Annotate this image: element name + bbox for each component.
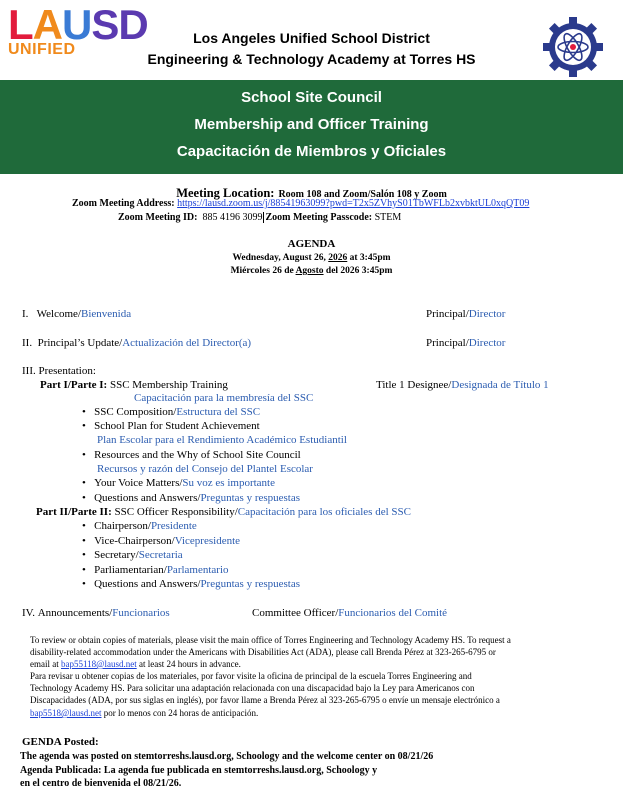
posted-heading: GENDA Posted:: [22, 736, 99, 748]
item-label-en: Announcements/: [37, 607, 113, 619]
engineering-gear-atom-icon: [542, 16, 604, 78]
zoom-id-row: [118, 212, 401, 223]
presenter-en: Committee Officer/: [252, 607, 339, 619]
agenda-date-en-time: at 3:45pm: [347, 253, 391, 263]
part-1-title-en: SSC Membership Training: [107, 379, 228, 391]
agenda-item-4-presenter: [252, 607, 447, 619]
item-label-en: Welcome/: [36, 308, 81, 320]
district-name: Los Angeles Unified School District: [193, 30, 430, 46]
zoom-address-row: [72, 198, 529, 209]
notice-es-line-1: Para revisar u obtener copias de los materiales, por favor visite la oficina de principal de la escuela Torres Engineering and: [30, 671, 472, 681]
list-item: • School Plan for Student Achievement: [82, 420, 260, 432]
list-item-es: Parlamentario: [166, 564, 229, 576]
posted-line-en: The agenda was posted on stemtorreshs.lausd.org, Schoology and the welcome center on 08/21/26: [20, 751, 434, 762]
notice-en-line-2: disability-related accommodation under the Americans with Disabilities Act (ADA), please call Brenda Pérez at 323-265-6795 or: [30, 647, 496, 657]
item-number: I.: [22, 308, 29, 320]
agenda-date-en-year: 2026: [328, 253, 348, 263]
part-2-title-es: Capacitación para los oficiales del SSC: [237, 506, 411, 518]
list-item-es: Estructura del SSC: [176, 406, 261, 418]
posted-line-es-2: en el centro de bienvenida el 08/21/26.: [20, 778, 182, 789]
zoom-passcode-value: STEM: [374, 212, 402, 223]
agenda-item-2-presenter: [426, 337, 505, 349]
list-item-es: Preguntas y respuestas: [200, 492, 301, 504]
part-1-presenter: [376, 379, 549, 391]
title-banner: [0, 80, 623, 174]
presenter-en: Principal/: [426, 337, 469, 349]
item-label-es: Bienvenida: [81, 308, 132, 320]
presenter-en: Principal/: [426, 308, 469, 320]
list-item-en: Questions and Answers/: [94, 492, 201, 504]
school-name: Engineering & Technology Academy at Torres HS: [147, 51, 476, 67]
agenda-item-1-presenter: [426, 308, 505, 320]
notice-en-line-3: [30, 659, 241, 669]
list-item-es: Secretaria: [138, 549, 183, 561]
agenda-title: AGENDA: [287, 238, 336, 250]
list-item-en: Secretary/: [94, 549, 139, 561]
notice-es-line-4: [30, 708, 258, 718]
email-link[interactable]: bap55118@lausd.net: [61, 659, 137, 669]
notice-text: email at: [30, 659, 61, 669]
zoom-passcode-label: Zoom Meeting Passcode:: [265, 212, 373, 223]
notice-text: at least 24 hours in advance.: [136, 659, 241, 669]
list-item: • Resources and the Why of School Site Council: [82, 449, 301, 461]
zoom-id-label: Zoom Meeting ID:: [118, 212, 198, 223]
list-item: • Questions and Answers/Preguntas y respuestas: [82, 578, 301, 590]
meeting-location-label: Meeting Location:: [176, 186, 275, 200]
lausd-logo-sub: UNIFIED: [8, 41, 76, 58]
agenda-date-en: [0, 253, 623, 263]
list-item-es: Preguntas y respuestas: [200, 578, 301, 590]
part-2-heading: [36, 506, 411, 518]
list-item: • Secretary/Secretaria: [82, 549, 183, 561]
agenda-item-1: [22, 308, 131, 320]
item-number: II.: [22, 337, 33, 349]
list-item-es: Su voz es importante: [182, 477, 275, 489]
lausd-logo: LAUSD: [8, 1, 148, 48]
item-label-es: Actualización del Director(a): [122, 337, 252, 349]
agenda-date-en-text: Wednesday, August 26,: [232, 253, 329, 263]
presenter-es: Funcionarios del Comité: [338, 607, 448, 619]
agenda-date-es-text: Miércoles 26 de: [230, 266, 296, 276]
agenda-item-3: III. Presentation:: [22, 365, 96, 377]
list-item-es: Vicepresidente: [174, 535, 241, 547]
list-item: • Parliamentarian/Parlamentario: [82, 564, 229, 576]
list-item-es: Recursos y razón del Consejo del Plantel Escolar: [97, 463, 313, 475]
notice-es-line-2: Technology Academy HS. Para solicitar una adaptación relacionada con una discapacidad bajo la Ley para Americanos con: [30, 683, 475, 693]
banner-subtitle-en: Membership and Officer Training: [194, 116, 429, 133]
agenda-date-es-month: Agosto: [295, 266, 324, 276]
agenda-date-es-time: del 2026 3:45pm: [323, 266, 393, 276]
list-item-es: Plan Escolar para el Rendimiento Académico Estudiantil: [97, 434, 347, 446]
presenter-es: Director: [468, 337, 506, 349]
item-label-es: Funcionarios: [112, 607, 170, 619]
item-number: IV.: [22, 607, 35, 619]
part-1-label: Part I/Parte I:: [40, 379, 108, 391]
part-2-label: Part II/Parte II:: [36, 506, 112, 518]
item-label-en: Principal’s Update/: [37, 337, 123, 349]
notice-text: por lo menos con 24 horas de anticipación.: [101, 708, 259, 718]
email-link[interactable]: bap5518@lausd.net: [30, 708, 102, 718]
list-item: • Your Voice Matters/Su voz es importante: [82, 477, 275, 489]
agenda-item-4: [22, 607, 170, 619]
meeting-location-value: Room 108 and Zoom/Salón 108 y Zoom: [278, 189, 447, 200]
list-item-en: Questions and Answers/: [94, 578, 201, 590]
presenter-en: Title 1 Designee/: [376, 379, 452, 391]
list-item-en: Parliamentarian/: [94, 564, 167, 576]
zoom-address-link[interactable]: https://lausd.zoom.us/j/88541963099?pwd=T2x5ZVhyS01TbWFLb2xvbktUL0xqQT09: [177, 198, 530, 209]
notice-es-line-3: Discapacidades (ADA, por sus siglas en inglés), por favor llame a Brenda Pérez al 323-265-6795 o envíe un mensaje electrónico a: [30, 695, 500, 705]
part-1-heading: [40, 379, 228, 391]
list-item-en: Resources and the Why of School Site Council: [94, 449, 301, 461]
list-item: • Vice-Chairperson/Vicepresidente: [82, 535, 241, 547]
agenda-date-es: [0, 266, 623, 276]
zoom-id-value: 885 4196 3099: [202, 212, 263, 223]
list-item-en: SSC Composition/: [94, 406, 177, 418]
list-item-en: School Plan for Student Achievement: [94, 420, 260, 432]
presenter-es: Designada de Título 1: [451, 379, 549, 391]
list-item-es: Presidente: [150, 520, 197, 532]
presenter-es: Director: [468, 308, 506, 320]
zoom-address-label: Zoom Meeting Address:: [72, 198, 175, 209]
notice-en-line-1: To review or obtain copies of materials, please visit the main office of Torres Engineering and Technology Academy HS. To request a: [30, 635, 511, 645]
list-item: • SSC Composition/Estructura del SSC: [82, 406, 261, 418]
posted-line-es-1: Agenda Publicada: La agenda fue publicada en stemtorreshs.lausd.org, Schoology y: [20, 765, 378, 776]
banner-title: School Site Council: [241, 89, 382, 106]
part-2-title-en: SSC Officer Responsibility/: [111, 506, 238, 518]
agenda-item-2: [22, 337, 251, 349]
list-item: • Questions and Answers/Preguntas y respuestas: [82, 492, 301, 504]
list-item-en: Chairperson/: [94, 520, 151, 532]
list-item-en: Your Voice Matters/: [94, 477, 183, 489]
banner-subtitle-es: Capacitación de Miembros y Oficiales: [176, 143, 447, 160]
list-item: • Chairperson/Presidente: [82, 520, 197, 532]
list-item-en: Vice-Chairperson/: [94, 535, 175, 547]
part-1-title-es: Capacitación para la membresía del SSC: [134, 392, 314, 404]
